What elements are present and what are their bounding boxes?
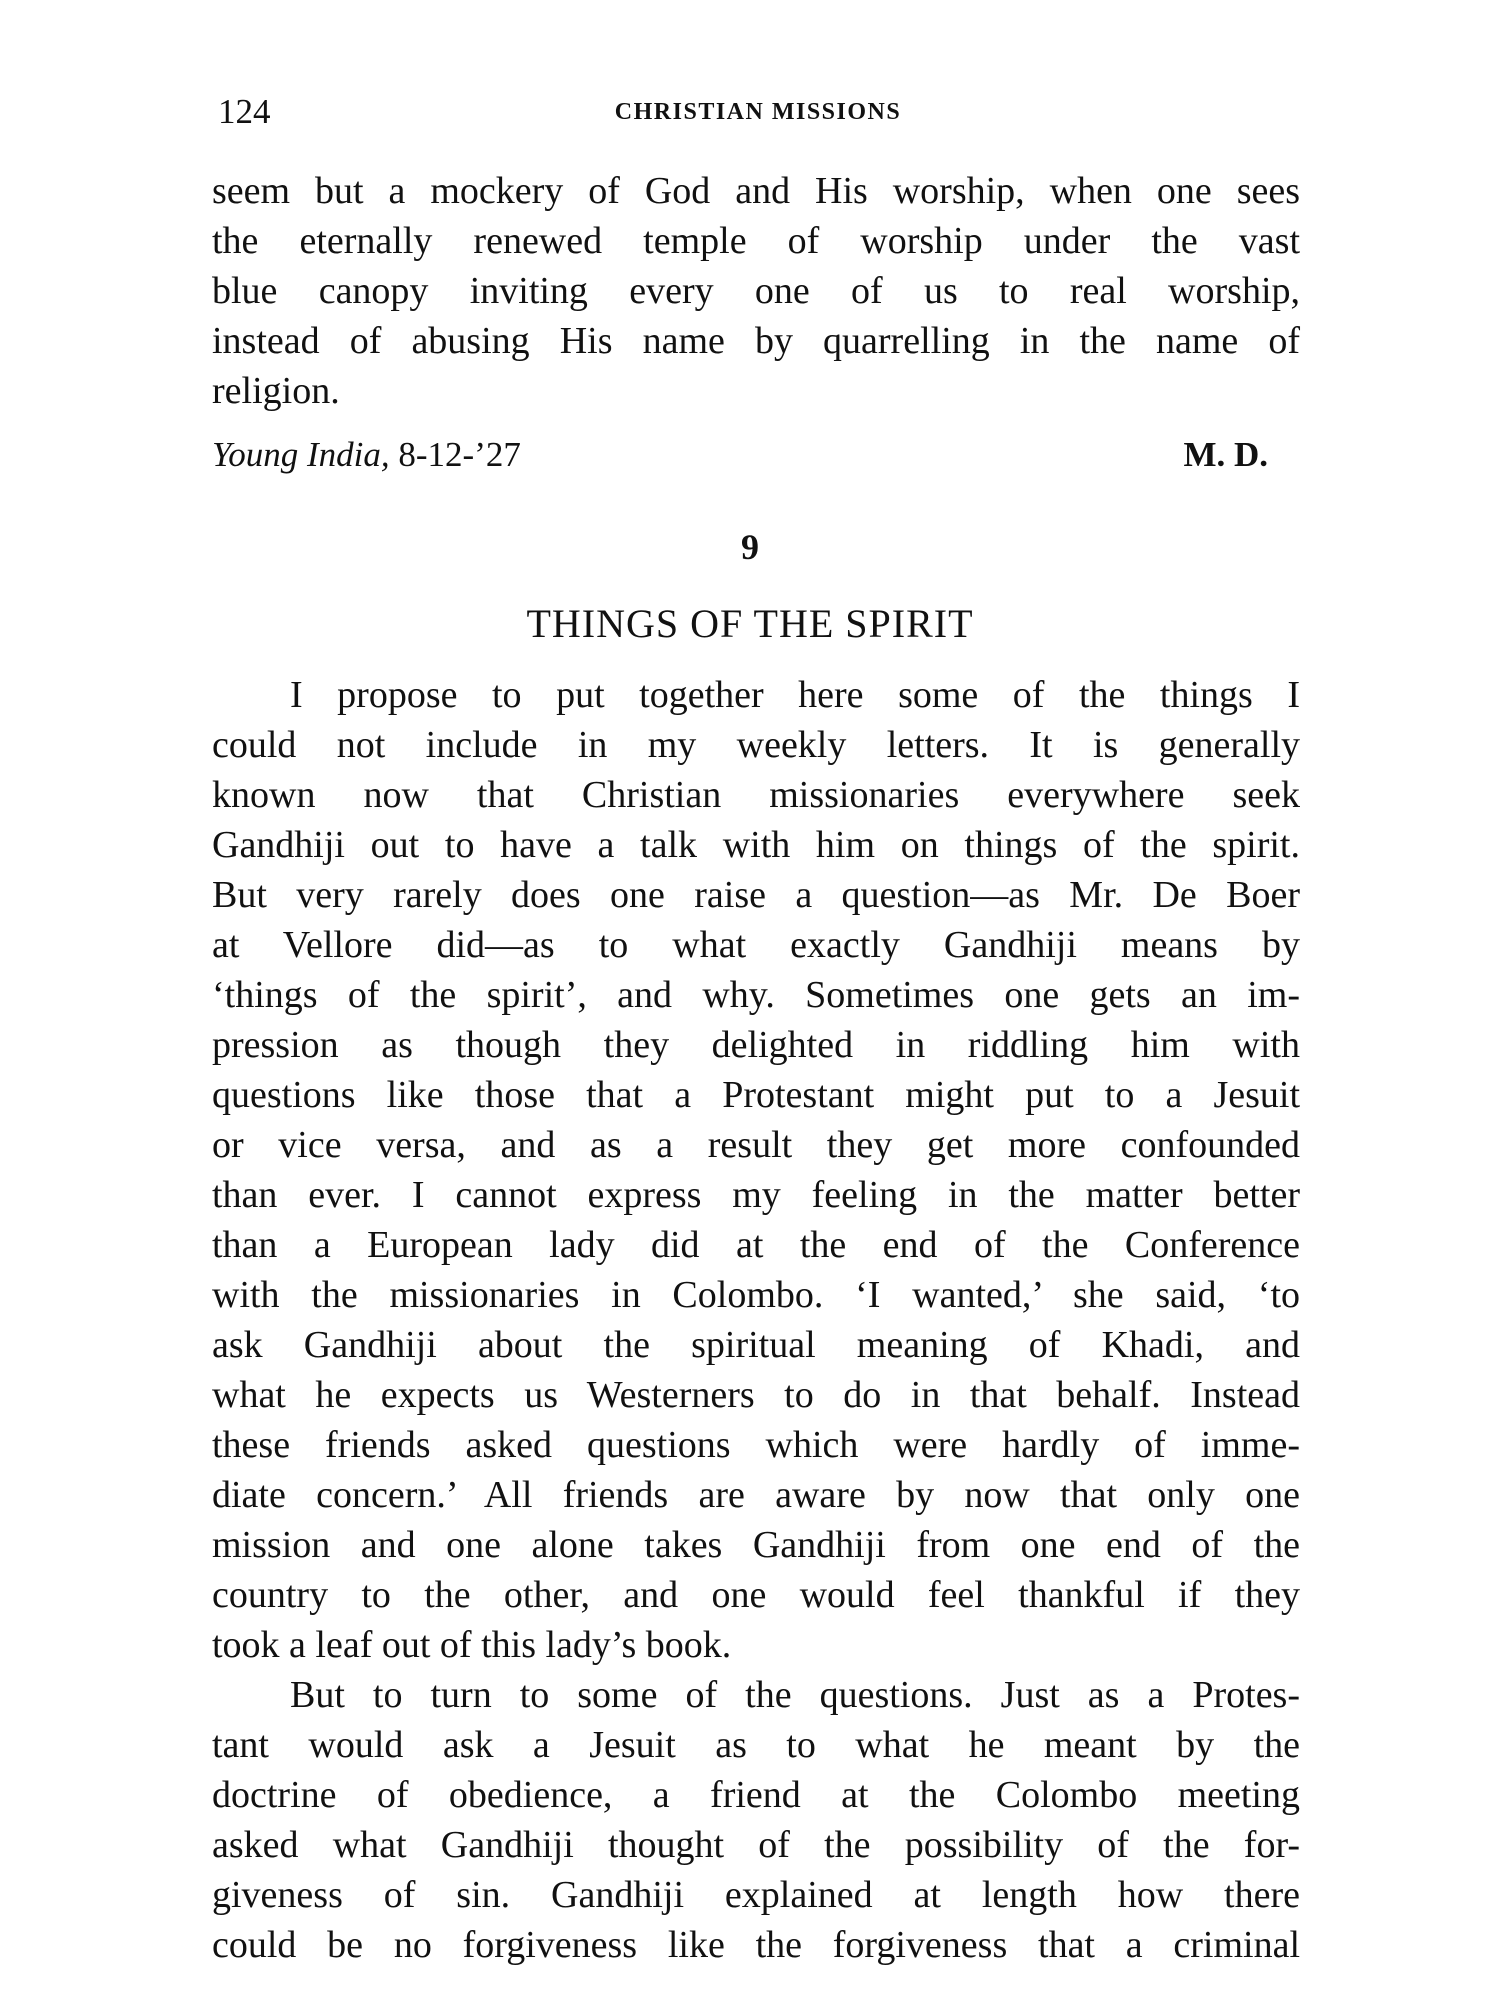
- running-title: CHRISTIAN MISSIONS: [614, 99, 902, 125]
- author-initials: M. D.: [1183, 435, 1268, 474]
- section-title: THINGS OF THE SPIRIT: [526, 601, 974, 646]
- text-line: or vice versa, and as a result they get more confounded: [212, 1124, 1300, 1166]
- text-line: religion.: [212, 370, 340, 412]
- text-line: instead of abusing His name by quarrelling in the name of: [212, 320, 1300, 362]
- text-line: could not include in my weekly letters. It is generally: [212, 724, 1300, 766]
- text-line: doctrine of obedience, a friend at the Colombo meeting: [212, 1774, 1300, 1816]
- text-line: Gandhiji out to have a talk with him on things of the spirit.: [212, 824, 1300, 866]
- text-line: the eternally renewed temple of worship under the vast: [212, 220, 1300, 262]
- running-head: [218, 92, 1298, 132]
- text-line: seem but a mockery of God and His worship, when one sees: [212, 170, 1300, 212]
- text-line: with the missionaries in Colombo. ‘I wanted,’ she said, ‘to: [212, 1274, 1300, 1316]
- text-line: But very rarely does one raise a question—as Mr. De Boer: [212, 874, 1300, 916]
- text-line: country to the other, and one would feel thankful if they: [212, 1574, 1300, 1616]
- section-number: 9: [741, 527, 759, 567]
- text-line: tant would ask a Jesuit as to what he meant by the: [212, 1724, 1300, 1766]
- text-line: what he expects us Westerners to do in that behalf. Instead: [212, 1374, 1300, 1416]
- text-line: But to turn to some of the questions. Just as a Protes-: [290, 1674, 1300, 1716]
- text-line: diate concern.’ All friends are aware by now that only one: [212, 1474, 1300, 1516]
- text-line: known now that Christian missionaries everywhere seek: [212, 774, 1300, 816]
- text-line: questions like those that a Protestant might put to a Jesuit: [212, 1074, 1300, 1116]
- text-line: asked what Gandhiji thought of the possibility of the for-: [212, 1824, 1300, 1866]
- source-publication: Young India,: [212, 435, 390, 474]
- text-line: mission and one alone takes Gandhiji from one end of the: [212, 1524, 1300, 1566]
- text-line: giveness of sin. Gandhiji explained at length how there: [212, 1874, 1300, 1916]
- source-reference: [212, 433, 521, 477]
- page-number: 124: [218, 92, 271, 131]
- text-line: pression as though they delighted in riddling him with: [212, 1024, 1300, 1066]
- text-line: I propose to put together here some of the things I: [290, 674, 1300, 716]
- paragraph-2: [212, 1670, 1300, 1970]
- text-line: took a leaf out of this lady’s book.: [212, 1624, 732, 1666]
- text-line: than a European lady did at the end of the Conference: [212, 1224, 1300, 1266]
- text-line: than ever. I cannot express my feeling in the matter better: [212, 1174, 1300, 1216]
- text-line: at Vellore did—as to what exactly Gandhiji means by: [212, 924, 1300, 966]
- text-line: could be no forgiveness like the forgiveness that a criminal: [212, 1924, 1300, 1966]
- text-line: blue canopy inviting every one of us to real worship,: [212, 270, 1300, 312]
- source-citation: [212, 433, 1268, 477]
- text-line: ask Gandhiji about the spiritual meaning of Khadi, and: [212, 1324, 1300, 1366]
- text-line: these friends asked questions which were hardly of imme-: [212, 1424, 1300, 1466]
- continuation-paragraph: [212, 166, 1300, 416]
- source-date: 8-12-’27: [398, 435, 521, 474]
- paragraph-1: [212, 670, 1300, 1670]
- text-line: ‘things of the spirit’, and why. Sometimes one gets an im-: [212, 974, 1300, 1016]
